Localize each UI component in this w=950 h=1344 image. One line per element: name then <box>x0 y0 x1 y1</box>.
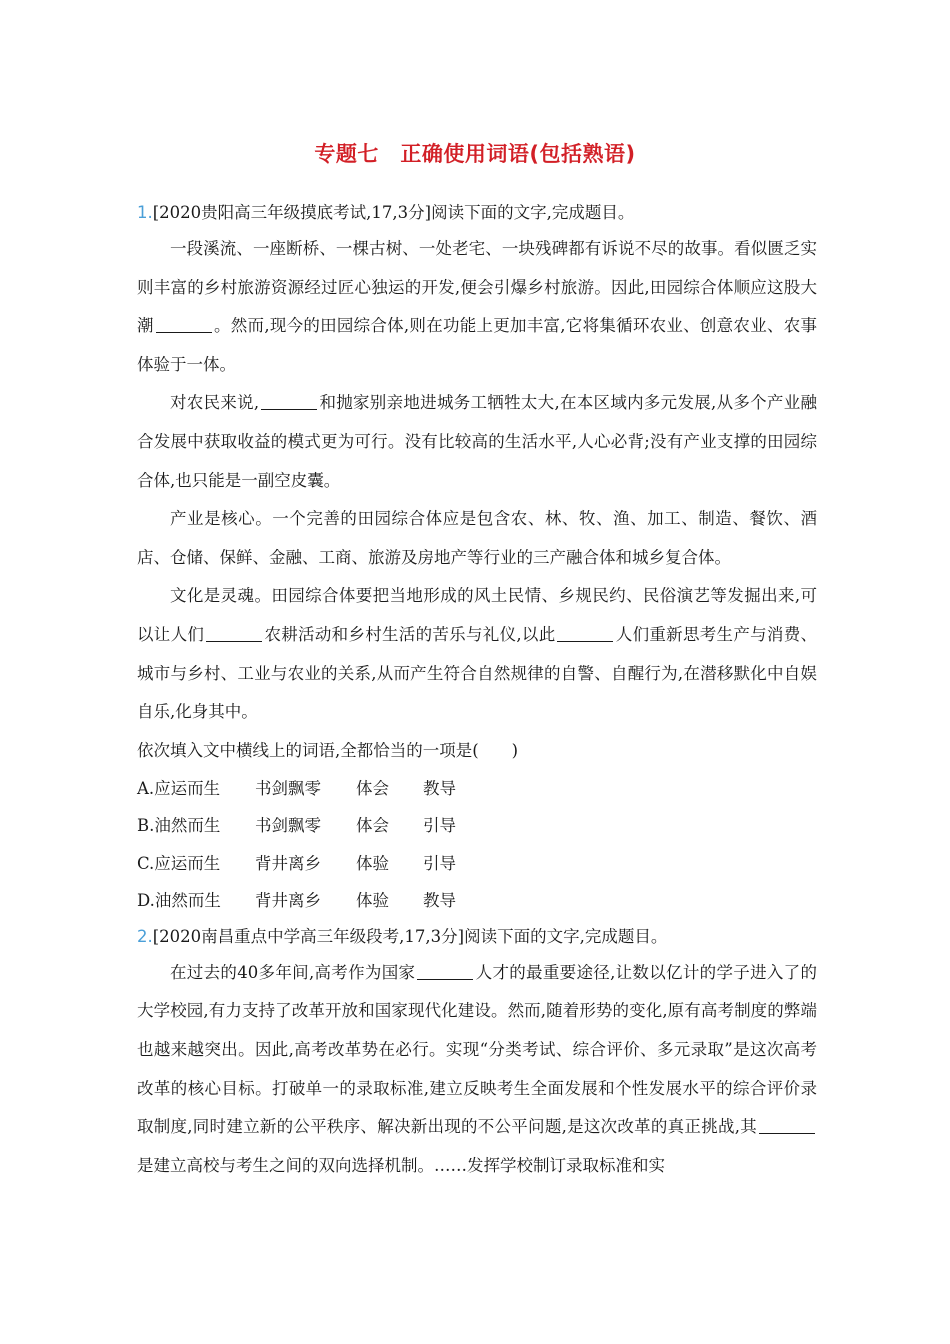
q2-p1-text-c: 是建立高校与考生之间的双向选择机制。……发挥学校制订录取标准和实 <box>137 1155 665 1175</box>
question-1-source: [2020贵阳高三年级摸底考试,17,3分]阅读下面的文字,完成题目。 <box>152 203 635 222</box>
fill-blank-5 <box>417 962 473 980</box>
option-a-word-2: 书剑飘零 <box>255 778 321 798</box>
fill-blank-1 <box>156 316 212 334</box>
option-b-word-1: B.油然而生 <box>137 816 221 836</box>
question-2-header <box>137 920 817 954</box>
option-d-word-1: D.油然而生 <box>137 891 221 911</box>
q1-p1-text-b: 。然而,现今的田园综合体,则在功能上更加丰富,它将集循环农业、创意农业、农事体验于一体。 <box>137 316 817 374</box>
option-a-word-1: A.应运而生 <box>137 778 221 798</box>
option-b-word-2: 书剑飘零 <box>255 816 321 836</box>
question-2-number: 2. <box>137 926 153 946</box>
q1-p2-text-a: 对农民来说, <box>170 393 260 413</box>
option-c-word-4: 引导 <box>423 853 456 873</box>
question-1-paragraph-3: 产业是核心。一个完善的田园综合体应是包含农、林、牧、渔、加工、制造、餐饮、酒店、仓储、保鲜、金融、工商、旅游及房地产等行业的三产融合体和城乡复合体。 <box>137 509 817 567</box>
option-b-word-4: 引导 <box>423 816 456 836</box>
q1-p4-text-c: 人们重新思考生产与消费、城市与乡村、工业与农业的关系,从而产生符合自然规律的自警、自醒行为,在潜移默化中自娱自乐,化身其中。 <box>137 624 817 722</box>
option-a-word-3: 体会 <box>356 778 389 798</box>
option-d-word-2: 背井离乡 <box>255 891 321 911</box>
option-a-word-4: 教导 <box>423 778 456 798</box>
option-d-word-4: 教导 <box>423 891 456 911</box>
q1-p2-text-b: 和抛家别亲地进城务工牺牲太大,在本区域内多元发展,从多个产业融合发展中获取收益的模式更为可行。没有比较高的生活水平,人心必背;没有产业支撑的田园综合体,也只能是一副空皮囊。 <box>137 393 817 490</box>
q1-p4-text-a: 文化是灵魂。田园综合体要把当地形成的风土民情、乡规民约、民俗演艺等发掘出来,可以让人们 <box>137 586 817 644</box>
option-d-word-3: 体验 <box>356 891 389 911</box>
option-d[interactable] <box>137 882 817 920</box>
question-1-paragraph-1 <box>137 230 817 384</box>
question-2-source: [2020南昌重点中学高三年级段考,17,3分]阅读下面的文字,完成题目。 <box>152 926 668 946</box>
option-b[interactable] <box>137 807 817 845</box>
fill-blank-2 <box>261 393 317 411</box>
option-c-word-3: 体验 <box>356 853 389 873</box>
question-1-header <box>137 196 817 230</box>
question-1-number: 1. <box>137 203 153 222</box>
question-1-paragraph-4 <box>137 577 817 731</box>
option-b-word-3: 体会 <box>356 816 389 836</box>
fill-blank-3 <box>206 624 262 642</box>
question-1-paragraph-2 <box>137 384 817 500</box>
option-c-word-1: C.应运而生 <box>137 853 221 873</box>
question-1-stem: 依次填入文中横线上的词语,全都恰当的一项是( ) <box>137 740 519 760</box>
fill-blank-4 <box>557 624 613 642</box>
fill-blank-6 <box>759 1117 815 1135</box>
question-2-paragraph-1 <box>137 954 817 1186</box>
q2-p1-text-a: 在过去的40多年间,高考作为国家 <box>170 962 416 982</box>
page-title: 专题七 正确使用词语(包括熟语) <box>314 142 636 166</box>
option-c-word-2: 背井离乡 <box>255 853 321 873</box>
q1-p1-text-a: 一段溪流、一座断桥、一棵古树、一处老宅、一块残碑都有诉说不尽的故事。看似匮乏实则丰富的乡村旅游资源经过匠心独运的开发,便会引爆乡村旅游。因此,田园综合体顺应这股大潮 <box>137 239 817 336</box>
document-body <box>137 196 817 1185</box>
q1-p4-text-b: 农耕活动和乡村生活的苦乐与礼仪,以此 <box>264 624 556 644</box>
option-c[interactable] <box>137 845 817 883</box>
q2-p1-text-b: 人才的最重要途径,让数以亿计的学子进入了的大学校园,有力支持了改革开放和国家现代化建设。然而,随着形势的变化,原有高考制度的弊端也越来越突出。因此,高考改革势在必行。实现“分类考试、综合评价、多元录取”是这次高考改革的核心目标。打破单一的录取标准,建立反映考生全面发展和个性发展水平的综合评价录取制度,同时建立新的公平秩序、解决新出现的不公平问题,是这次改革的真正挑战,其 <box>137 962 817 1137</box>
option-a[interactable] <box>137 770 817 808</box>
